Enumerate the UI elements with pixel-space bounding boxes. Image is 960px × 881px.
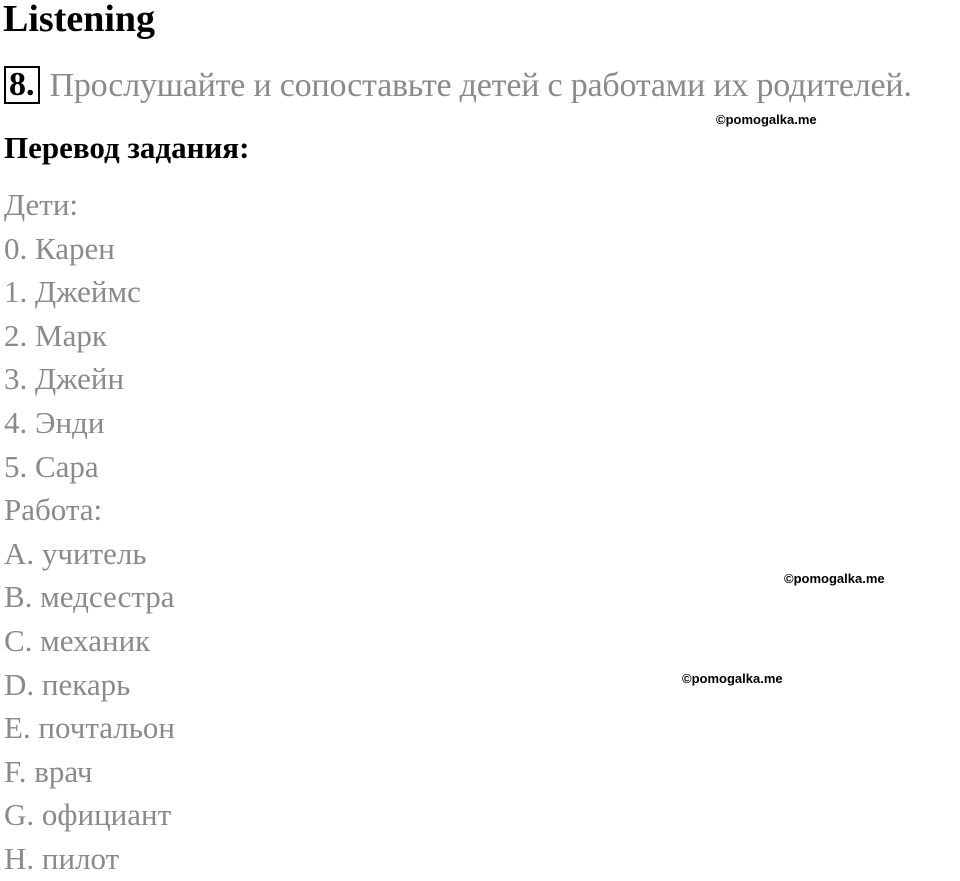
jobs-label: Работа: — [4, 492, 103, 528]
job-item: A. учитель — [4, 535, 147, 571]
child-item: 2. Марк — [4, 317, 107, 353]
child-item: 3. Джейн — [4, 361, 125, 397]
watermark: ©pomogalka.me — [682, 671, 783, 686]
section-title: Listening — [3, 0, 156, 40]
child-item: 5. Сара — [4, 448, 99, 484]
watermark: ©pomogalka.me — [716, 112, 817, 127]
task-instruction — [4, 66, 912, 106]
child-item: 4. Энди — [4, 404, 105, 440]
translation-heading: Перевод задания: — [4, 130, 250, 165]
job-item: H. пилот — [4, 840, 120, 876]
children-label: Дети: — [4, 187, 79, 222]
translation-list — [4, 183, 175, 881]
child-item: 0. Карен — [4, 230, 115, 266]
job-item: D. пекарь — [4, 666, 131, 702]
job-item: E. почтальон — [4, 710, 175, 746]
job-item: B. медсестра — [4, 579, 175, 615]
job-item: F. врач — [4, 753, 93, 789]
child-item: 1. Джеймс — [4, 274, 141, 310]
task-number-box: 8. — [4, 66, 40, 104]
watermark: ©pomogalka.me — [784, 571, 885, 586]
job-item: C. механик — [4, 622, 151, 658]
task-text: Прослушайте и сопоставьте детей с работами их родителей. — [49, 67, 912, 104]
job-item: G. официант — [4, 797, 172, 833]
